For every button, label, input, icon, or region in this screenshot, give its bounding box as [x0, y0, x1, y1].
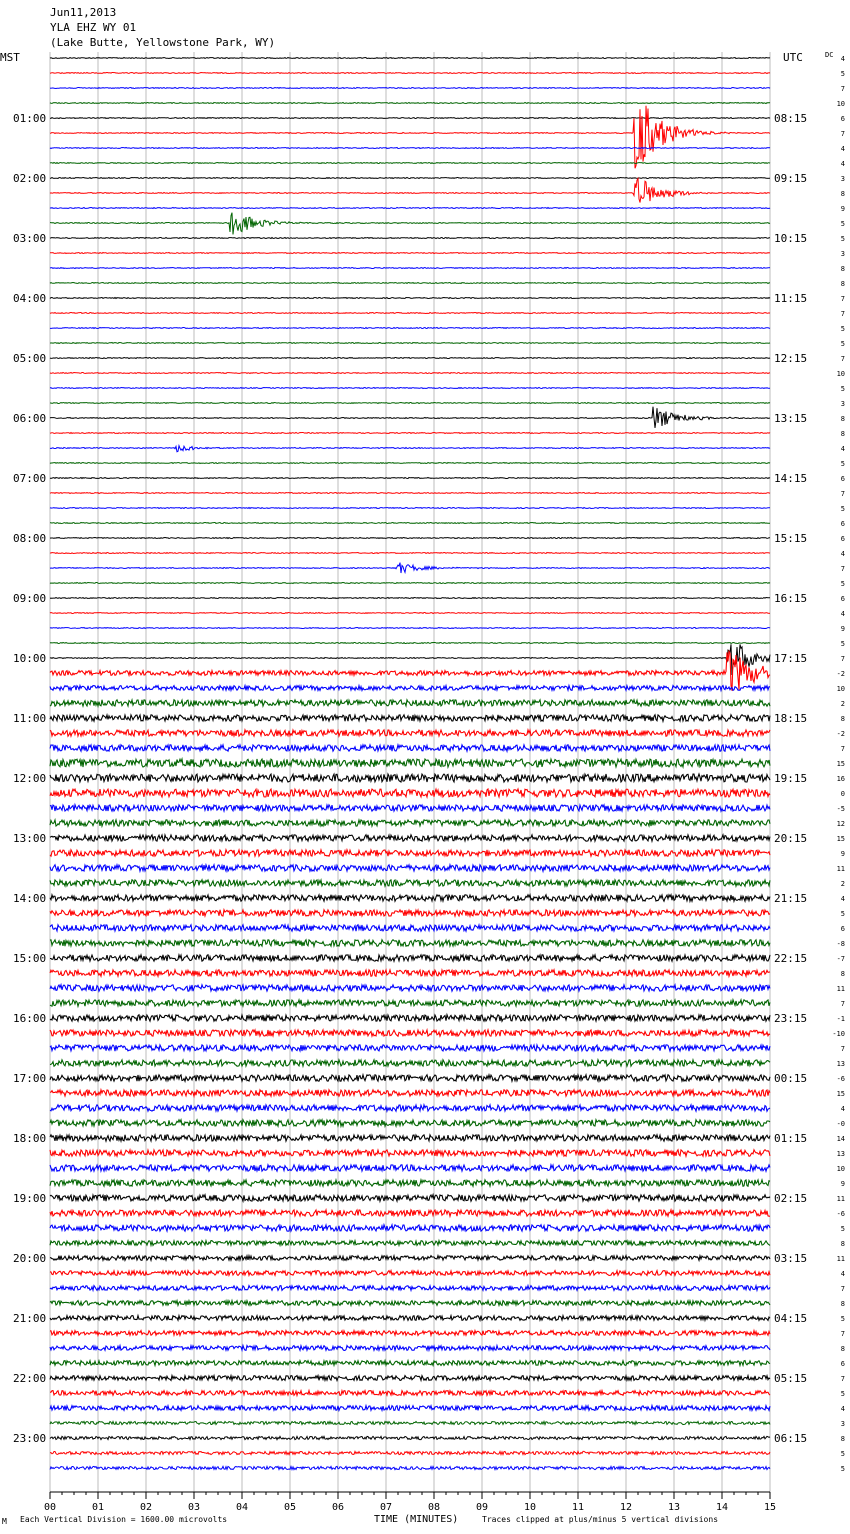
x-tick-label: 10	[523, 1502, 537, 1513]
dc-offset-label: 6	[840, 520, 845, 528]
trace-row	[50, 1256, 770, 1261]
trace-row	[50, 1120, 770, 1126]
trace-row	[50, 268, 770, 269]
dc-offset-label: 4	[840, 145, 845, 153]
right-hour-label: 04:15	[774, 1312, 808, 1325]
dc-offset-label: 7	[840, 565, 845, 573]
dc-offset-label: 4	[840, 1105, 845, 1113]
right-hour-label: 02:15	[774, 1192, 808, 1205]
trace-row	[50, 283, 770, 284]
trace-row	[50, 1210, 770, 1216]
trace-row	[50, 463, 770, 464]
left-hour-label: 15:00	[13, 952, 47, 965]
trace-row	[50, 1195, 770, 1201]
left-hour-label: 12:00	[13, 772, 47, 785]
dc-offset-label: 4	[840, 610, 845, 618]
x-tick-label: 05	[283, 1502, 297, 1513]
right-hour-label: 10:15	[774, 232, 808, 245]
dc-offset-label: 2	[840, 700, 845, 708]
trace-row	[50, 583, 770, 584]
left-hour-label: 17:00	[13, 1072, 47, 1085]
dc-offset-label: 7	[840, 1375, 845, 1383]
dc-offset-label: 7	[840, 490, 845, 498]
dc-offset-label: 4	[840, 1270, 845, 1278]
trace-row	[50, 313, 770, 314]
dc-offset-label: 3	[840, 250, 845, 258]
trace-row	[50, 213, 770, 235]
left-hour-label: 05:00	[13, 352, 47, 365]
trace-row	[50, 789, 770, 797]
dc-offset-label: 7	[840, 85, 845, 93]
dc-offset-label: 5	[840, 640, 845, 648]
dc-offset-label: 5	[840, 1465, 845, 1473]
dc-offset-label: 11	[836, 1195, 845, 1203]
trace-row	[50, 1060, 770, 1066]
trace-row	[50, 343, 770, 344]
dc-offset-label: 15	[836, 760, 845, 768]
right-hour-label: 11:15	[774, 292, 808, 305]
scale-note: Each Vertical Division = 1600.00 microvolts	[20, 1515, 228, 1524]
trace-row	[50, 805, 770, 811]
dc-offset-label: 5	[840, 1450, 845, 1458]
dc-offset-label: 5	[840, 1390, 845, 1398]
x-axis	[44, 1492, 776, 1513]
dc-offset-label: 10	[836, 1165, 845, 1173]
dc-offset-label: 8	[840, 1345, 845, 1353]
trace-row	[50, 1075, 770, 1081]
x-tick-label: 06	[331, 1502, 345, 1513]
dc-offset-label: 16	[836, 775, 845, 783]
dc-offset-label: -8	[836, 940, 845, 948]
left-hour-label: 16:00	[13, 1012, 47, 1025]
dc-offset-label: 7	[840, 310, 845, 318]
dc-offset-label: 8	[840, 1435, 845, 1443]
dc-offset-label: 5	[840, 910, 845, 918]
trace-row	[50, 446, 770, 452]
trace-row	[50, 1000, 770, 1006]
x-tick-label: 01	[91, 1502, 105, 1513]
dc-offset-label: 6	[840, 925, 845, 933]
dc-offset-label: -6	[836, 1210, 845, 1218]
trace-row	[50, 715, 770, 721]
dc-offset-label: 6	[840, 535, 845, 543]
dc-offset-label: 8	[840, 715, 845, 723]
dc-offset-label: 9	[840, 1180, 845, 1188]
right-hour-label: 09:15	[774, 172, 808, 185]
x-tick-label: 04	[235, 1502, 249, 1513]
dc-offset-label: 5	[840, 340, 845, 348]
right-hour-label: 01:15	[774, 1132, 808, 1145]
left-hour-label: 19:00	[13, 1192, 47, 1205]
dc-offset-label: 7	[840, 295, 845, 303]
trace-row	[50, 925, 770, 931]
trace-row	[50, 1150, 770, 1156]
dc-offset-label: -7	[836, 955, 845, 963]
dc-offset-label: 8	[840, 415, 845, 423]
dc-offset-label: 7	[840, 745, 845, 753]
dc-offset-label: -0	[836, 1120, 845, 1128]
dc-offset-label: 4	[840, 895, 845, 903]
trace-row	[50, 1045, 770, 1051]
dc-offset-label: 5	[840, 1225, 845, 1233]
footer	[2, 1514, 718, 1526]
dc-offset-label: 8	[840, 430, 845, 438]
dc-offset-label: -2	[836, 730, 845, 738]
right-hour-label: 21:15	[774, 892, 808, 905]
trace-row	[50, 774, 770, 782]
right-hour-label: 15:15	[774, 532, 808, 545]
trace-row	[50, 985, 770, 991]
trace-row	[50, 1271, 770, 1276]
right-hour-label: 23:15	[774, 1012, 808, 1025]
dc-offset-label: 10	[836, 370, 845, 378]
x-tick-label: 07	[379, 1502, 393, 1513]
dc-offset-label: -1	[836, 1015, 845, 1023]
right-hour-label: 18:15	[774, 712, 808, 725]
right-hour-label: 20:15	[774, 832, 808, 845]
left-hour-label: 11:00	[13, 712, 47, 725]
right-hour-label: 08:15	[774, 112, 808, 125]
dc-offset-label: 9	[840, 625, 845, 633]
dc-offset-label: 15	[836, 1090, 845, 1098]
trace-row	[50, 163, 770, 164]
dc-offset-label: -2	[836, 670, 845, 678]
dc-offset-label: 4	[840, 160, 845, 168]
dc-offset-label: 8	[840, 1240, 845, 1248]
left-hour-label: 07:00	[13, 472, 47, 485]
trace-row	[50, 759, 770, 767]
dc-offset-label: 5	[840, 1315, 845, 1323]
left-hour-label: 21:00	[13, 1312, 47, 1325]
trace-row	[50, 1436, 770, 1439]
trace-row	[50, 118, 770, 119]
dc-offset-label: 11	[836, 985, 845, 993]
trace-row	[50, 1241, 770, 1246]
left-hour-label: 04:00	[13, 292, 47, 305]
trace-row	[50, 598, 770, 599]
trace-row	[50, 179, 770, 203]
header-station: YLA EHZ WY 01	[50, 21, 137, 34]
left-hour-label: 03:00	[13, 232, 47, 245]
dc-offset-label: -5	[836, 805, 845, 813]
dc-offset-label: 9	[840, 850, 845, 858]
trace-row	[50, 1301, 770, 1306]
dc-offset-label: 6	[840, 595, 845, 603]
trace-row	[50, 178, 770, 179]
dc-offset-label: 3	[840, 400, 845, 408]
x-tick-label: 00	[43, 1502, 57, 1513]
dc-offset-label: 15	[836, 835, 845, 843]
dc-offset-label: 5	[840, 505, 845, 513]
trace-row	[50, 628, 770, 629]
right-hour-label: 03:15	[774, 1252, 808, 1265]
left-hour-label: 18:00	[13, 1132, 47, 1145]
right-hour-label: 06:15	[774, 1432, 808, 1445]
trace-row	[50, 940, 770, 946]
trace-row	[50, 686, 770, 691]
dc-offset-label: 5	[840, 325, 845, 333]
trace-row	[50, 73, 770, 74]
left-timezone-label: MST	[0, 51, 20, 64]
dc-offset-label: 5	[840, 70, 845, 78]
trace-row	[50, 1421, 770, 1424]
trace-row	[50, 835, 770, 841]
trace-row	[50, 865, 770, 871]
trace-row	[50, 298, 770, 299]
trace-row	[50, 208, 770, 209]
dc-offset-label: 6	[840, 1360, 845, 1368]
dc-offset-label: 7	[840, 1330, 845, 1338]
dc-offset-label: 5	[840, 235, 845, 243]
trace-row	[50, 148, 770, 149]
right-hour-label: 16:15	[774, 592, 808, 605]
header-location: (Lake Butte, Yellowstone Park, WY)	[50, 36, 276, 49]
trace-row	[50, 700, 770, 706]
trace-row	[50, 478, 770, 479]
x-tick-label: 02	[139, 1502, 153, 1513]
dc-offset-label: 5	[840, 220, 845, 228]
header-date: Jun11,2013	[50, 6, 117, 19]
dc-offset-label: 3	[840, 1420, 845, 1428]
trace-row	[50, 1316, 770, 1321]
dc-offset-label: 8	[840, 265, 845, 273]
dc-offset-label: 5	[840, 460, 845, 468]
trace-row	[50, 1346, 770, 1351]
right-timezone-label: UTC	[783, 51, 803, 64]
dc-offset-label: 4	[840, 1405, 845, 1413]
trace-row	[50, 745, 770, 751]
trace-row	[50, 1180, 770, 1186]
left-hour-label: 01:00	[13, 112, 47, 125]
left-hour-label: 20:00	[13, 1252, 47, 1265]
header	[0, 6, 833, 64]
trace-row	[50, 328, 770, 329]
left-hour-label: 09:00	[13, 592, 47, 605]
trace-row	[50, 1376, 770, 1381]
trace-row	[50, 613, 770, 614]
trace-row	[50, 103, 770, 104]
trace-row	[50, 407, 770, 428]
dc-offset-label: 0	[840, 790, 845, 798]
dc-offset-label: 5	[840, 580, 845, 588]
trace-row	[50, 358, 770, 359]
dc-offset-label: 5	[840, 385, 845, 393]
right-hour-label: 17:15	[774, 652, 808, 665]
trace-row	[50, 388, 770, 389]
trace-row	[50, 1165, 770, 1171]
dc-offset-label: 4	[840, 550, 845, 558]
trace-row	[50, 106, 770, 169]
x-axis-title: TIME (MINUTES)	[374, 1514, 459, 1525]
left-hour-label: 22:00	[13, 1372, 47, 1385]
trace-row	[50, 1286, 770, 1291]
dc-offset-labels	[832, 55, 845, 1473]
trace-row	[50, 643, 770, 644]
dc-offset-label: 2	[840, 880, 845, 888]
x-tick-label: 12	[619, 1502, 633, 1513]
right-hour-label: 05:15	[774, 1372, 808, 1385]
left-hour-label: 02:00	[13, 172, 47, 185]
dc-offset-label: -10	[832, 1030, 845, 1038]
x-tick-label: 08	[427, 1502, 441, 1513]
right-hour-label: 14:15	[774, 472, 808, 485]
trace-row	[50, 508, 770, 509]
trace-row	[50, 493, 770, 494]
dc-offset-label: 12	[836, 820, 845, 828]
left-hour-label: 14:00	[13, 892, 47, 905]
trace-row	[50, 88, 770, 89]
dc-offset-label: 7	[840, 1045, 845, 1053]
trace-row	[50, 644, 770, 675]
trace-row	[50, 1090, 770, 1096]
dc-offset-label: 11	[836, 865, 845, 873]
dc-offset-label: 13	[836, 1150, 845, 1158]
dc-offset-label: 13	[836, 1060, 845, 1068]
dc-offset-label: 4	[840, 445, 845, 453]
trace-row	[50, 1331, 770, 1336]
trace-row	[50, 238, 770, 239]
trace-row	[50, 1361, 770, 1366]
left-hour-label: 10:00	[13, 652, 47, 665]
trace-row	[50, 1135, 770, 1141]
trace-row	[50, 730, 770, 736]
trace-row	[50, 373, 770, 374]
right-hour-label: 13:15	[774, 412, 808, 425]
right-hour-label: 22:15	[774, 952, 808, 965]
x-tick-label: 13	[667, 1502, 681, 1513]
trace-row	[50, 880, 770, 886]
trace-row	[50, 1030, 770, 1036]
dc-offset-label: 7	[840, 130, 845, 138]
right-hour-label: 19:15	[774, 772, 808, 785]
dc-label: DC	[825, 51, 834, 59]
dc-offset-label: 14	[836, 1135, 845, 1143]
trace-row	[50, 538, 770, 539]
x-tick-label: 14	[715, 1502, 729, 1513]
trace-row	[50, 253, 770, 254]
trace-row	[50, 1466, 770, 1469]
left-hour-label: 08:00	[13, 532, 47, 545]
trace-row	[50, 563, 770, 573]
trace-row	[50, 1391, 770, 1396]
trace-row	[50, 1015, 770, 1021]
trace-row	[50, 1225, 770, 1231]
trace-rows	[50, 58, 770, 1470]
trace-row	[50, 1105, 770, 1111]
dc-offset-label: 8	[840, 190, 845, 198]
x-tick-label: 15	[763, 1502, 777, 1513]
dc-offset-label: 8	[840, 970, 845, 978]
dc-offset-label: 3	[840, 175, 845, 183]
left-hour-label: 13:00	[13, 832, 47, 845]
trace-row	[50, 820, 770, 826]
right-hour-label: 00:15	[774, 1072, 808, 1085]
trace-row	[50, 850, 770, 856]
trace-row	[50, 1451, 770, 1454]
dc-offset-label: 7	[840, 1285, 845, 1293]
trace-row	[50, 523, 770, 524]
dc-offset-label: 9	[840, 205, 845, 213]
dc-offset-label: -6	[836, 1075, 845, 1083]
trace-row	[50, 58, 770, 59]
trace-row	[50, 433, 770, 434]
dc-offset-label: 11	[836, 1255, 845, 1263]
corner-mark: M	[2, 1517, 7, 1526]
left-hour-label: 23:00	[13, 1432, 47, 1445]
dc-offset-label: 8	[840, 1300, 845, 1308]
trace-row	[50, 955, 770, 961]
trace-row	[50, 1406, 770, 1411]
dc-offset-label: 7	[840, 655, 845, 663]
clip-note: Traces clipped at plus/minus 5 vertical divisions	[482, 1515, 719, 1524]
dc-offset-label: 6	[840, 475, 845, 483]
trace-row	[50, 403, 770, 404]
dc-offset-label: 7	[840, 355, 845, 363]
trace-row	[50, 910, 770, 916]
dc-offset-label: 10	[836, 100, 845, 108]
right-hour-labels	[774, 112, 807, 1445]
left-hour-labels	[13, 112, 46, 1445]
x-tick-label: 03	[187, 1502, 201, 1513]
trace-row	[50, 970, 770, 976]
dc-offset-label: 10	[836, 685, 845, 693]
dc-offset-label: 6	[840, 115, 845, 123]
dc-offset-label: 7	[840, 1000, 845, 1008]
trace-row	[50, 553, 770, 554]
dc-offset-label: 8	[840, 280, 845, 288]
dc-offset-label: 4	[840, 55, 845, 63]
trace-row	[50, 895, 770, 901]
x-tick-label: 11	[571, 1502, 585, 1513]
left-hour-label: 06:00	[13, 412, 47, 425]
x-tick-label: 09	[475, 1502, 489, 1513]
right-hour-label: 12:15	[774, 352, 808, 365]
